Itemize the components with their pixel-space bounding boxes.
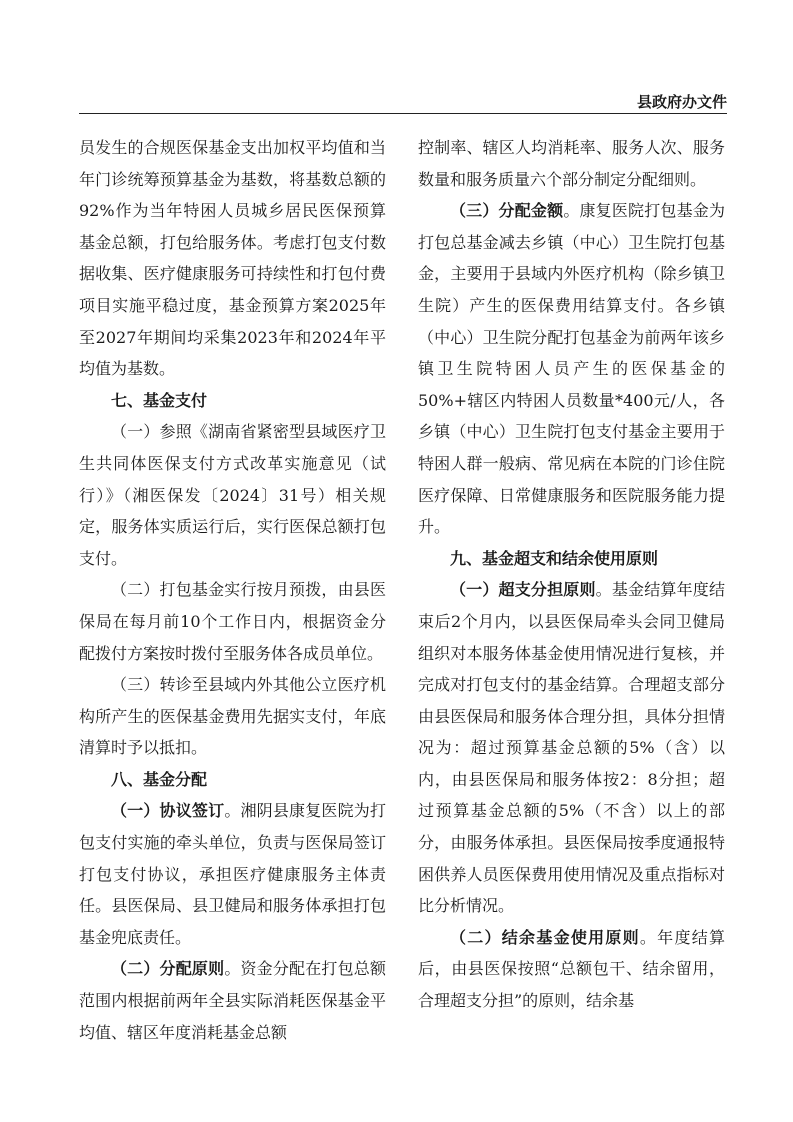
paragraph-body: 。康复医院打包基金为打包总基金减去乡镇（中心）卫生院打包基金，主要用于县域内外医疗机构（除乡镇卫生院）产生的医保费用结算支付。各乡镇（中心）卫生院分配打包基金为前两年该乡镇卫生院特困人员产生的医保基金的50%+辖区内特困人员数量*400元/人，各乡镇（中心）卫生院打包支付基金主要用于特困人群一般病、常见病在本院的门诊住院医疗保障、日常健康服务和医院服务能力提升。 xyxy=(418,201,725,537)
subsection-heading: （一）协议签订 xyxy=(111,801,225,821)
paragraph: （三）转诊至县域内外其他公立医疗机构所产生的医保基金费用先据实支付，年底清算时予以抵扣。 xyxy=(79,675,386,758)
header-divider xyxy=(79,113,727,114)
paragraph: 控制率、辖区人均消耗率、服务人次、服务数量和服务质量六个部分制定分配细则。 xyxy=(418,138,725,189)
right-column xyxy=(418,132,725,1017)
paragraph-body: 。年度结算后，由县医保按照“总额包干、结余留用，合理超支分担”的原则，结余基 xyxy=(418,927,725,1011)
subsection-heading: （二）分配原则 xyxy=(111,959,225,979)
subsection-heading: （三）分配金额 xyxy=(450,201,564,221)
left-column xyxy=(79,132,386,1048)
subsection-heading: （一）超支分担原则 xyxy=(450,580,596,600)
paragraph-body: 。资金分配在打包总额范围内根据前两年全县实际消耗医保基金平均值、辖区年度消耗基金总额 xyxy=(79,959,386,1042)
paragraph: （二）打包基金实行按月预拨，由县医保局在每月前10个工作日内，根据资金分配拨付方案按时拨付至服务体各成员单位。 xyxy=(79,580,386,663)
header-title: 县政府办文件 xyxy=(636,93,727,111)
section-title: 七、基金支付 xyxy=(111,390,208,410)
paragraph: （一）参照《湖南省紧密型县域医疗卫生共同体医保支付方式改革实施意见（试行）》（湘医保发〔2024〕31号）相关规定，服务体实质运行后，实行医保总额打包支付。 xyxy=(79,422,386,568)
paragraph xyxy=(418,195,725,543)
paragraph xyxy=(79,953,386,1048)
paragraph xyxy=(79,795,386,953)
paragraph-body: 。基金结算年度结束后2个月内，以县医保局牵头会同卫健局组织对本服务体基金使用情况进行复核，并完成对打包支付的基金结算。合理超支部分由县医保局和服务体合理分担，具体分担情况为：超过预算基金总额的5%（含）以内，由县医保局和服务体按2：8分担；超过预算基金总额的5%（不含）以上的部分，由服务体承担。县医保局按季度通报特困供养人员医保费用使用情况及重点指标对比分析情况。 xyxy=(418,580,725,916)
section-title: 八、基金分配 xyxy=(111,769,208,789)
paragraph-body: 。湘阴县康复医院为打包支付实施的牵头单位，负责与医保局签订打包支付协议，承担医疗健康服务主体责任。县医保局、县卫健局和服务体承担打包基金兜底责任。 xyxy=(79,801,386,947)
section-title: 九、基金超支和结余使用原则 xyxy=(450,548,659,568)
paragraph xyxy=(418,574,725,922)
paragraph: 员发生的合规医保基金支出加权平均值和当年门诊统筹预算基金为基数，将基数总额的92%作为当年特困人员城乡居民医保预算基金总额，打包给服务体。考虑打包支付数据收集、医疗健康服务可持续性和打包付费项目实施平稳过度，基金预算方案2025年至2027年期间均采集2023年和2024年平均值为基数。 xyxy=(79,138,386,379)
paragraph xyxy=(418,922,725,1017)
subsection-heading: （二）结余基金使用原则 xyxy=(450,927,640,947)
